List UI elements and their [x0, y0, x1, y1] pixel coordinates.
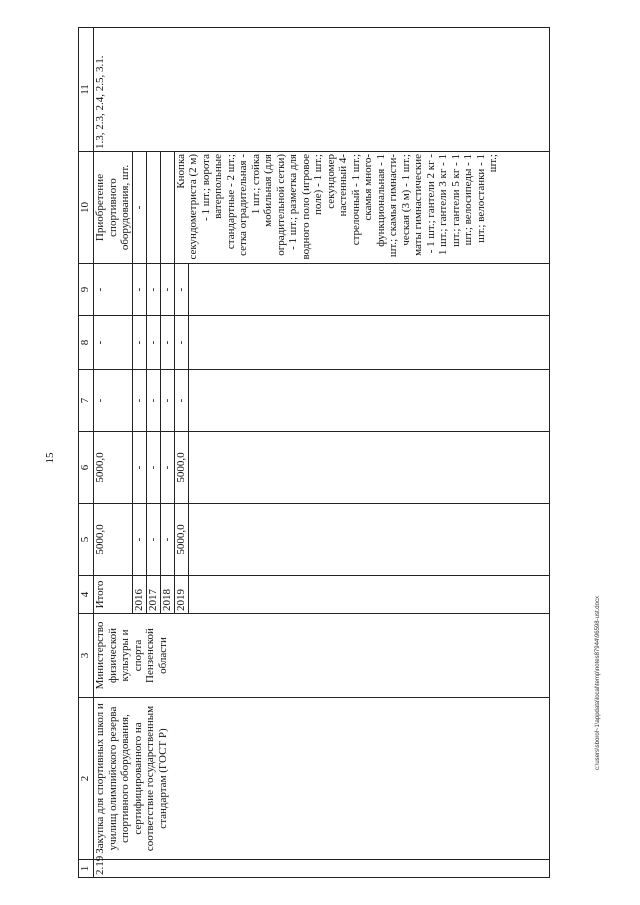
indicator: Приобретение спортивного оборудования, шт.: [94, 152, 133, 264]
year-c6: 5000,0: [174, 432, 188, 504]
col-header: 5: [79, 504, 94, 576]
empty-cell: [188, 264, 549, 316]
col-header: 3: [79, 614, 94, 698]
footer-file-path: c:\users\sborol~1\appdata\local\temp\notes87944\96598-ust.docx: [595, 596, 601, 770]
empty-cell: [188, 370, 549, 432]
rotated-table-frame: [78, 28, 583, 878]
year-c8: -: [146, 316, 160, 370]
year-c5: -: [146, 504, 160, 576]
year: 2017: [146, 576, 160, 614]
col-header: 11: [79, 28, 94, 152]
year-c6: -: [132, 432, 146, 504]
total-c9: -: [94, 264, 133, 316]
empty-cell: [160, 152, 174, 264]
executor: Министерство физической культуры и спорта Пензенской области: [94, 614, 550, 698]
total-c8: -: [94, 316, 133, 370]
empty-cell: [146, 152, 160, 264]
col-header: 10: [79, 152, 94, 264]
empty-cell: [188, 316, 549, 370]
empty-cell: [188, 504, 549, 576]
year: 2019: [174, 576, 188, 614]
year-c6: -: [146, 432, 160, 504]
total-label: Итого: [94, 576, 133, 614]
year-c5: -: [160, 504, 174, 576]
year-c9: -: [160, 264, 174, 316]
year-c5: 5000,0: [174, 504, 188, 576]
program-table: [78, 27, 550, 878]
tasks: 1.3, 2.3, 2.4, 2.5, 3.1.: [94, 28, 550, 152]
year-c8: -: [174, 316, 188, 370]
row-number: 2.19: [94, 860, 550, 878]
year-c8: -: [160, 316, 174, 370]
total-c6: 5000,0: [94, 432, 133, 504]
page-number: 15: [44, 452, 56, 464]
indicator-value: -: [132, 152, 146, 264]
col-header: 9: [79, 264, 94, 316]
year-c9: -: [132, 264, 146, 316]
year: 2016: [132, 576, 146, 614]
year-c7: -: [132, 370, 146, 432]
empty-cell: [188, 432, 549, 504]
year-c5: -: [132, 504, 146, 576]
col-header: 6: [79, 432, 94, 504]
year: 2018: [160, 576, 174, 614]
empty-cell: [188, 576, 549, 614]
col-header: 7: [79, 370, 94, 432]
year-c8: -: [132, 316, 146, 370]
col-header: 1: [79, 860, 94, 878]
measure-name: Закупка для спортивных школ и училищ олимпийского резерва спортивного оборудования, сертифицированного на соответствие государственным стандартам (ГОСТ Р): [94, 698, 550, 860]
total-c5: 5000,0: [94, 504, 133, 576]
col-header: 4: [79, 576, 94, 614]
year-c7: -: [174, 370, 188, 432]
total-c7: -: [94, 370, 133, 432]
year-c7: -: [146, 370, 160, 432]
table-row: [94, 28, 133, 878]
year-c9: -: [174, 264, 188, 316]
year-c9: -: [146, 264, 160, 316]
col-header: 8: [79, 316, 94, 370]
year-c6: -: [160, 432, 174, 504]
col-header: 2: [79, 698, 94, 860]
header-row: [79, 28, 94, 878]
year-c7: -: [160, 370, 174, 432]
equipment-list: Кнопка секундометриста (2 м) - 1 шт.; ворота ватерпольные стандартные - 2 шт.; сетка оградительная - 1 шт.; стойка мобильная (для оградительной сетки) - 1 шт.; разметка для водного поло (игровое поле) - 1 шт.; секундомер настенный 4-стрелочный - 1 шт.; скамья много-функциональная - 1 шт.; скамья гимнасти-ческая (3 м) - 1 шт.; маты гимнастические - 1 шт.; гантели 2 кг - 1 шт.; гантели 3 кг - 1 шт.; гантели 5 кг - 1 шт.; велосипеды - 1 шт.; велостанки - 1 шт.;: [174, 152, 549, 264]
